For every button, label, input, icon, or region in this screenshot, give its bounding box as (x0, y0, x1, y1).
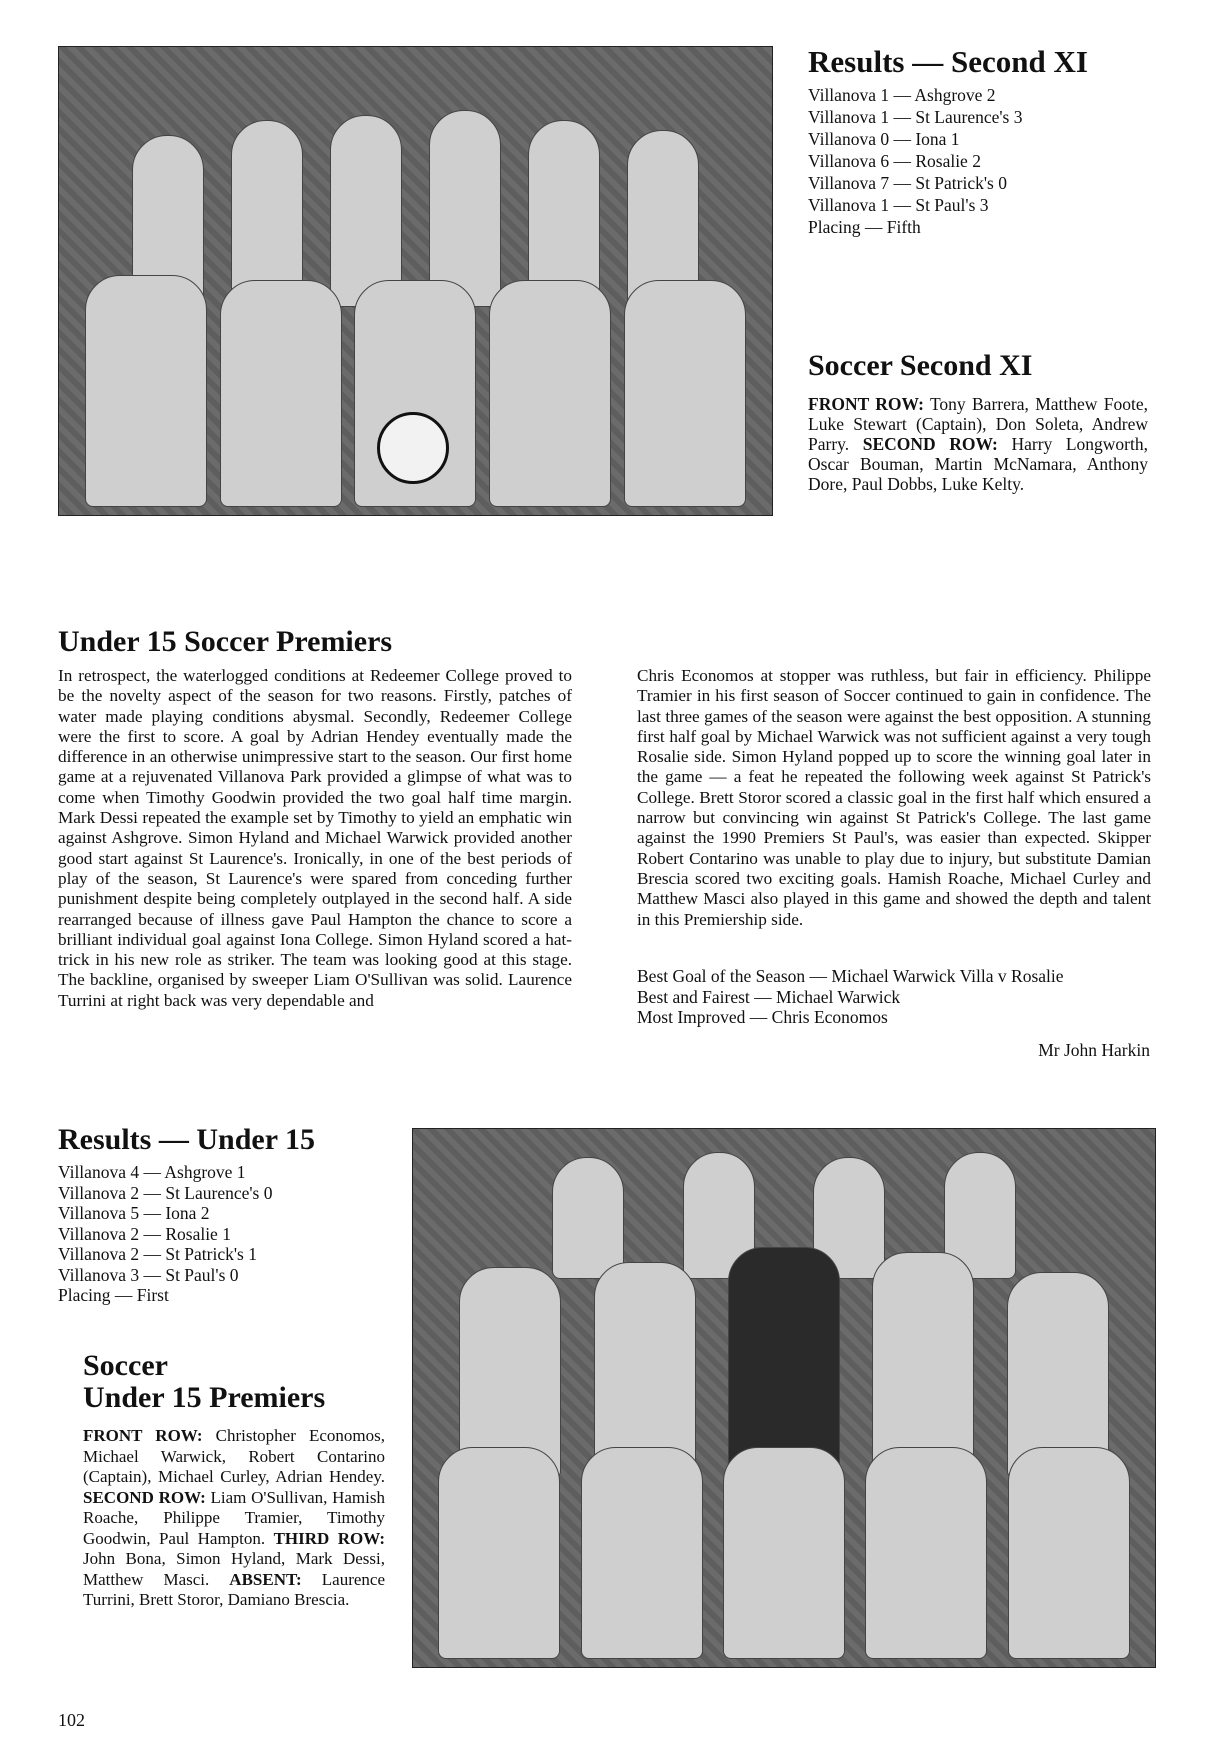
result-line: Villanova 3 — St Paul's 0 (58, 1264, 239, 1285)
result-line: Villanova 4 — Ashgrove 1 (58, 1162, 246, 1182)
result-line: Villanova 5 — Iona 2 (58, 1203, 210, 1223)
row-label: FRONT ROW: (808, 394, 924, 414)
article-title: Under 15 Soccer Premiers (58, 625, 393, 658)
placing-line: Placing — First (58, 1285, 169, 1305)
row-label: THIRD ROW: (273, 1528, 385, 1548)
soccer-ball (377, 412, 449, 484)
award-line: Best and Fairest — Michael Warwick (637, 986, 901, 1007)
result-line: Villanova 2 — St Patrick's 1 (58, 1244, 257, 1264)
row-names: Tony Barrera, Matthew Foote, Luke Stewart (Captain), Don Soleta, Andrew Parry. (808, 394, 1148, 454)
award-line: Best Goal of the Season — Michael Warwick Villa v Rosalie (637, 966, 1064, 986)
article-column-1: In retrospect, the waterlogged conditions at Redeemer College proved to be the novelty aspect of the season for two reasons. Firstly, patches of water made playing conditions abysmal. Secondly, Redeemer College were the first to score. A goal by Adrian Hendey eventually made the difference in an otherwise unimpressive start to the season. Our first home game at a rejuvenated Villanova Park provided a glimpse of what was to come when Timothy Goodwin provided the two goal half time margin. Mark Dessi repeated the example set by Timothy to yield an emphatic win against Ashgrove. Simon Hyland and Michael Warwick provided another good start against St Laurence's. Ironically, in one of the best periods of play of the season, St Laurence's were spared from conceding further punishment despite being completely outplayed in the second half. A side rearranged because of illness gave Paul Hampton the chance to score a brilliant individual goal against Iona College. Simon Hyland scored a hat-trick in his new role as striker. The team was looking good at this stage. The backline, organised by sweeper Liam O'Sullivan was solid. Laurence Turrini at right back was very dependable and (58, 666, 572, 1010)
second-xi-caption-title: Soccer Second XI (808, 349, 1033, 382)
under15-results-title: Results — Under 15 (58, 1123, 315, 1156)
under15-caption-title: Soccer (83, 1349, 168, 1382)
second-xi-roster (808, 394, 1148, 494)
placing-line: Placing — Fifth (808, 217, 921, 237)
result-line: Villanova 1 — Ashgrove 2 (808, 85, 996, 105)
row-names: Christopher Economos, Michael Warwick, Robert Contarino (Captain), Michael Curley, Adrian Hendey. (83, 1426, 385, 1486)
awards-list (637, 966, 1151, 1028)
row-label: ABSENT: (229, 1569, 302, 1589)
under15-results (58, 1124, 398, 1306)
result-line: Villanova 2 — St Laurence's 0 (58, 1182, 273, 1203)
result-line: Villanova 7 — St Patrick's 0 (808, 173, 1007, 193)
result-line: Villanova 6 — Rosalie 2 (808, 151, 981, 171)
award-line: Most Improved — Chris Economos (637, 1007, 888, 1027)
row-label: FRONT ROW: (83, 1426, 203, 1445)
row-label: SECOND ROW: (862, 434, 998, 454)
second-xi-team-photo (58, 46, 773, 516)
result-line: Villanova 2 — Rosalie 1 (58, 1223, 231, 1244)
result-line: Villanova 0 — Iona 1 (808, 129, 960, 149)
under15-caption (83, 1350, 385, 1611)
page-number: 102 (58, 1710, 85, 1730)
second-xi-results-title: Results — Second XI (808, 44, 1088, 79)
result-line: Villanova 1 — St Paul's 3 (808, 195, 989, 215)
under15-roster (83, 1426, 385, 1611)
article-column-2: Chris Economos at stopper was ruthless, but fair in efficiency. Philippe Tramier in his first season of Soccer continued to gain in confidence. The last three games of the season were against the best opposition. A stunning first half goal by Michael Warwick was not sufficient against a very tough Rosalie side. Simon Hyland popped up to score the winning goal later in the game — a feat he repeated the following week against St Patrick's College. Brett Storor scored a classic goal in the first half which ensured a narrow but convincing win against St Patrick's College. The last game against the 1990 Premiers St Paul's, was easier than expected. Skipper Robert Contarino was unable to play due to injury, but substitute Damian Brescia scored two exciting goals. Hamish Roache, Michael Curley and Matthew Masci also played in this game and showed the depth and talent in this Premiership side. (637, 666, 1151, 929)
row-names: Laurence Turrini, Brett Storor, Damiano Brescia. (83, 1569, 385, 1609)
second-xi-caption (808, 350, 1148, 494)
result-line: Villanova 1 — St Laurence's 3 (808, 107, 1023, 127)
row-names: Liam O'Sullivan, Hamish Roache, Philippe Tramier, Timothy Goodwin, Paul Hampton. (83, 1487, 385, 1548)
article-author: Mr John Harkin (1038, 1040, 1150, 1060)
second-xi-results (808, 46, 1188, 238)
row-names: John Bona, Simon Hyland, Mark Dessi, Matthew Masci. (83, 1549, 385, 1589)
under15-team-photo (412, 1128, 1156, 1668)
under15-caption-subtitle: Under 15 Premiers (83, 1381, 326, 1414)
row-names: Harry Longworth, Oscar Bouman, Martin McNamara, Anthony Dore, Paul Dobbs, Luke Kelty. (808, 434, 1148, 494)
row-label: SECOND ROW: (83, 1487, 206, 1507)
